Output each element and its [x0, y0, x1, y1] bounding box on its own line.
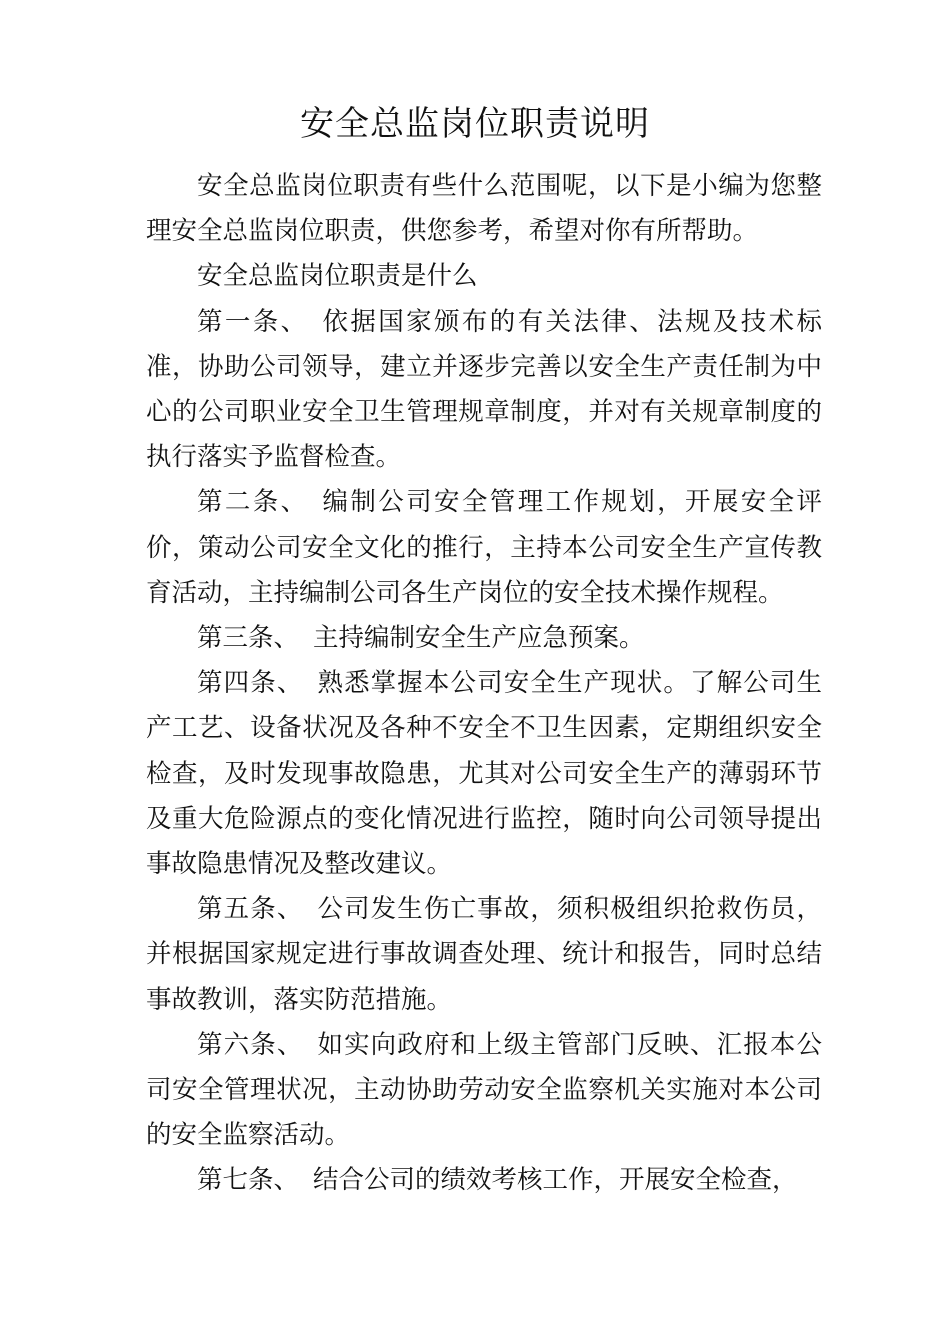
article-label: 第四条、	[197, 668, 304, 699]
article-7	[146, 1158, 822, 1203]
article-label: 第一条、	[197, 306, 309, 337]
document-body	[146, 164, 822, 1204]
subheading: 安全总监岗位职责是什么	[197, 261, 478, 292]
article-5	[146, 887, 822, 1023]
article-text: 依据国家颁布的有关法律、法规及技术标准，协助公司领导，建立并逐步完善以安全生产责任制为中心的公司职业安全卫生管理规章制度，并对有关规章制度的执行落实予监督检查。	[146, 306, 822, 473]
article-text: 如实向政府和上级主管部门反映、汇报本公司安全管理状况，主动协助劳动安全监察机关实施对本公司的安全监察活动。	[146, 1029, 822, 1151]
article-3	[146, 616, 822, 661]
article-label: 第六条、	[197, 1029, 304, 1060]
article-text: 熟悉掌握本公司安全生产现状。了解公司生产工艺、设备状况及各种不安全不卫生因素，定期组织安全检查，及时发现事故隐患，尤其对公司安全生产的薄弱环节及重大危险源点的变化情况进行监控，随时向公司领导提出事故隐患情况及整改建议。	[146, 668, 822, 880]
intro-paragraph: 安全总监岗位职责有些什么范围呢，以下是小编为您整理安全总监岗位职责，供您参考，希望对你有所帮助。	[146, 171, 822, 247]
article-4	[146, 661, 822, 887]
article-2	[146, 480, 822, 616]
document-title: 安全总监岗位职责说明	[300, 104, 650, 144]
article-text: 结合公司的绩效考核工作，开展安全检查，	[313, 1165, 798, 1196]
article-text: 主持编制安全生产应急预案。	[313, 623, 645, 654]
article-label: 第二条、	[197, 487, 309, 518]
article-6	[146, 1023, 822, 1159]
article-label: 第三条、	[197, 623, 300, 654]
article-label: 第五条、	[197, 894, 304, 925]
article-1	[146, 300, 822, 481]
article-label: 第七条、	[197, 1165, 300, 1196]
article-text: 公司发生伤亡事故，须积极组织抢救伤员，并根据国家规定进行事故调查处理、统计和报告，同时总结事故教训，落实防范措施。	[146, 894, 822, 1015]
article-text: 编制公司安全管理工作规划，开展安全评价，策动公司安全文化的推行，主持本公司安全生产宣传教育活动，主持编制公司各生产岗位的安全技术操作规程。	[146, 487, 822, 608]
